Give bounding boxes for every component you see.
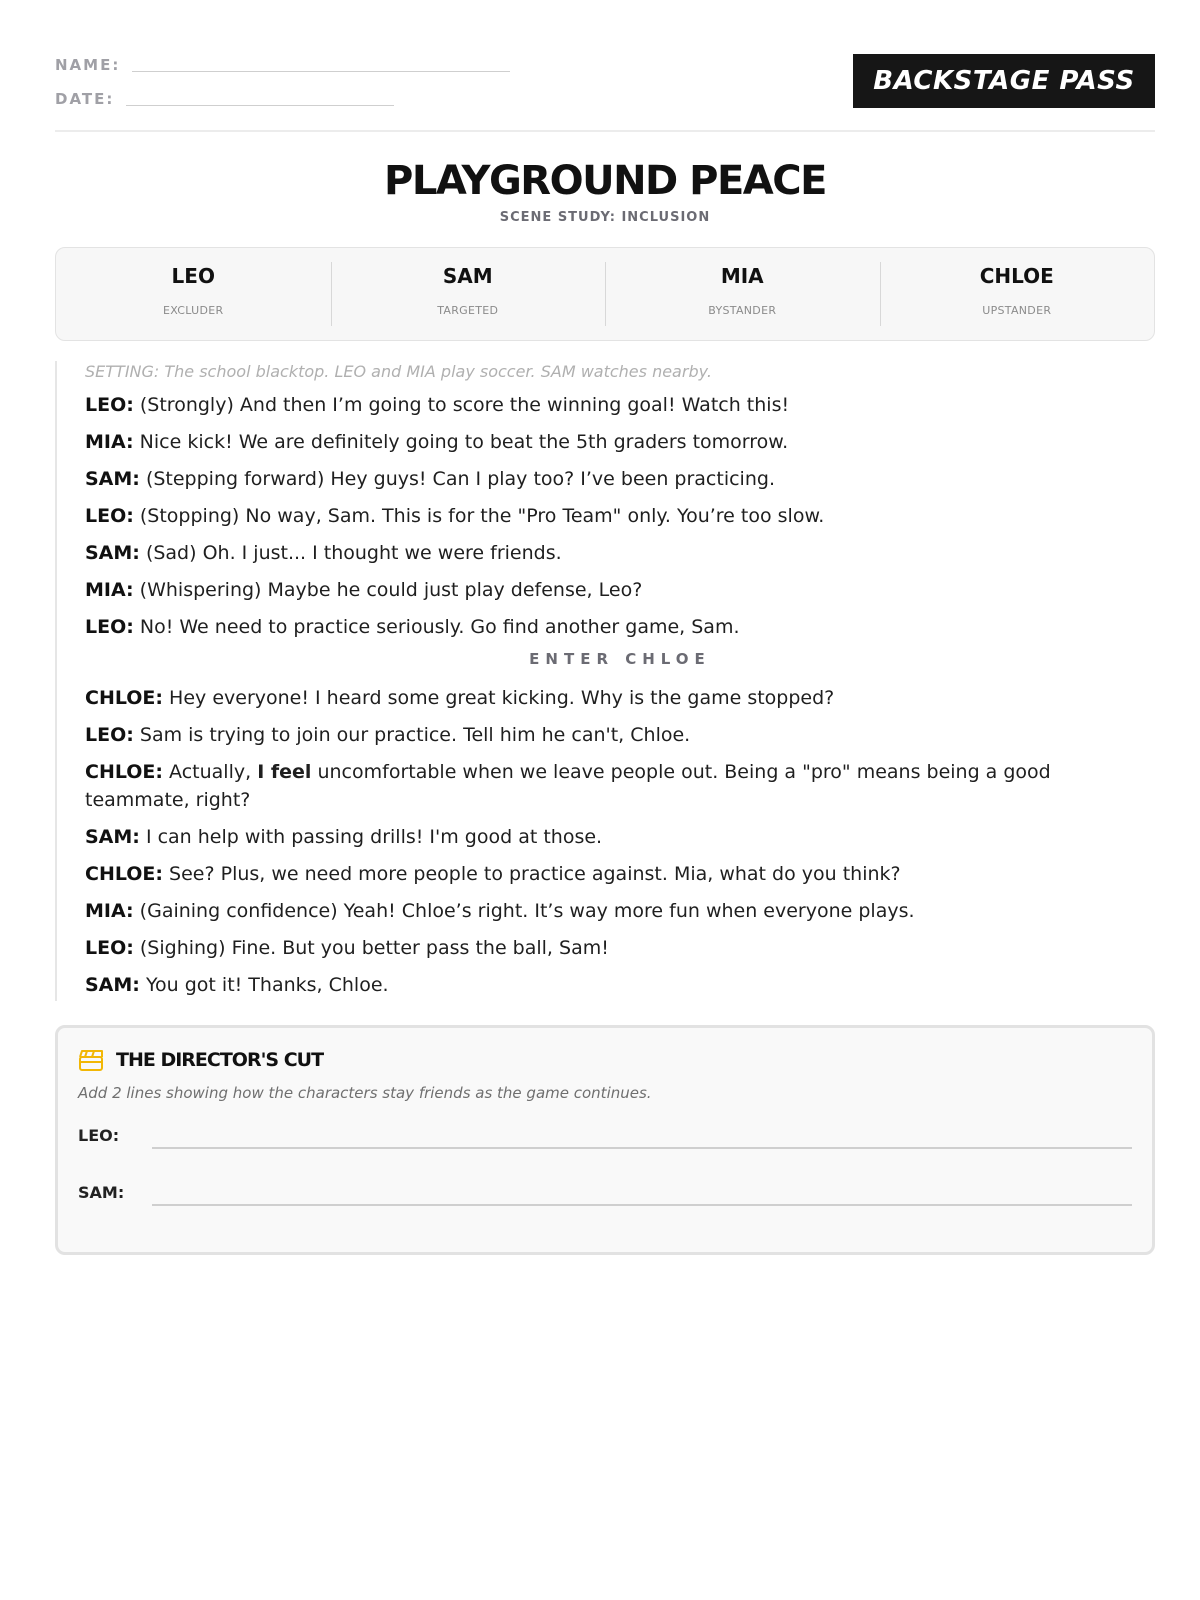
leo-answer-line[interactable]: [152, 1146, 1132, 1149]
leo-answer-row: [78, 1126, 1132, 1145]
directors-cut-box: [55, 1025, 1155, 1255]
name-field: [55, 56, 510, 74]
speaker-name: LEO:: [85, 505, 134, 527]
speaker-name: MIA:: [85, 900, 134, 922]
dialogue-line: [85, 391, 1155, 419]
dialogue-line: [85, 971, 1155, 999]
date-blank-line: [126, 104, 394, 106]
speaker-name: MIA:: [85, 579, 134, 601]
cast-name: LEO: [171, 264, 215, 288]
cast-member-sam: [331, 248, 606, 340]
dialogue-text: You got it! Thanks, Chloe.: [139, 974, 389, 996]
cast-name: MIA: [720, 264, 764, 288]
dialogue-text: See? Plus, we need more people to practice against. Mia, what do you think?: [163, 863, 901, 885]
dialogue-line: [85, 502, 1155, 530]
speaker-name: SAM:: [85, 542, 140, 564]
dialogue-line: [85, 613, 1155, 641]
worksheet-page: [55, 0, 1155, 1255]
i-feel-emphasis: I feel: [257, 761, 312, 783]
dialogue-line: [85, 576, 1155, 604]
dialogue-line: [85, 428, 1155, 456]
cast-member-leo: [56, 248, 331, 340]
speaker-name: LEO:: [85, 937, 134, 959]
directors-cut-instruction: Add 2 lines showing how the characters stay friends as the game continues.: [78, 1084, 652, 1102]
speaker-name: LEO:: [85, 394, 134, 416]
cast-name: SAM: [442, 264, 493, 288]
dialogue-line: [85, 684, 1155, 712]
date-field: [55, 90, 394, 108]
page-title: PLAYGROUND PEACE: [384, 158, 826, 204]
script-dialogue: [55, 361, 1155, 1001]
dialogue-text: Sam is trying to join our practice. Tell him he can't, Chloe.: [133, 724, 691, 746]
speaker-name: SAM:: [85, 974, 140, 996]
directors-cut-header: [78, 1048, 1132, 1072]
scene-setting: SETTING: The school blacktop. LEO and MIA play soccer. SAM watches nearby.: [85, 362, 712, 381]
backstage-pass-badge: BACKSTAGE PASS: [853, 54, 1155, 108]
dialogue-text: Actually,: [163, 761, 258, 783]
dialogue-line: [85, 897, 1155, 925]
dialogue-line: [85, 465, 1155, 493]
cast-role: EXCLUDER: [163, 304, 224, 317]
cast-name: CHLOE: [979, 264, 1054, 288]
dialogue-text: Hey everyone! I heard some great kicking. Why is the game stopped?: [163, 687, 835, 709]
dialogue-line: [85, 539, 1155, 567]
dialogue-text: No! We need to practice seriously. Go find another game, Sam.: [133, 616, 740, 638]
dialogue-line: [85, 721, 1155, 749]
sam-answer-row: [78, 1183, 1132, 1202]
dialogue-text: (Sighing) Fine. But you better pass the ball, Sam!: [133, 937, 609, 959]
speaker-name: CHLOE:: [85, 687, 164, 709]
cast-member-mia: [605, 248, 880, 340]
speaker-name: CHLOE:: [85, 761, 164, 783]
dialogue-text: I can help with passing drills! I'm good at those.: [139, 826, 603, 848]
cast-role: UPSTANDER: [982, 304, 1052, 317]
speaker-name: CHLOE:: [85, 863, 164, 885]
worksheet-header: [55, 0, 1155, 132]
dialogue-line: [85, 823, 1155, 851]
name-label: NAME:: [55, 56, 121, 74]
stage-direction-enter: ENTER CHLOE: [529, 650, 711, 668]
dialogue-text: (Sad) Oh. I just... I thought we were friends.: [139, 542, 562, 564]
speaker-name: SAM:: [85, 468, 140, 490]
dialogue-text: (Strongly) And then I’m going to score the winning goal! Watch this!: [133, 394, 790, 416]
cast-role: BYSTANDER: [708, 304, 777, 317]
cast-member-chloe: [880, 248, 1155, 340]
dialogue-text: (Whispering) Maybe he could just play defense, Leo?: [133, 579, 643, 601]
leo-answer-label: LEO:: [78, 1126, 120, 1145]
dialogue-line: [85, 860, 1155, 888]
date-label: DATE:: [55, 90, 115, 108]
dialogue-line: [85, 934, 1155, 962]
name-blank-line: [132, 70, 510, 72]
cast-list: [55, 247, 1155, 341]
cast-role: TARGETED: [437, 304, 499, 317]
dialogue-text: uncomfortable when we leave people out. Being a "pro" means being a good teammate, right?: [85, 761, 1051, 811]
dialogue-line-emphasis: [85, 758, 1155, 814]
page-subtitle: SCENE STUDY: INCLUSION: [499, 210, 711, 225]
sam-answer-line[interactable]: [152, 1203, 1132, 1206]
clapperboard-icon: [78, 1048, 104, 1072]
dialogue-text: (Gaining confidence) Yeah! Chloe’s right. It’s way more fun when everyone plays.: [133, 900, 915, 922]
dialogue-text: Nice kick! We are definitely going to beat the 5th graders tomorrow.: [133, 431, 789, 453]
speaker-name: MIA:: [85, 431, 134, 453]
directors-cut-title: THE DIRECTOR'S CUT: [116, 1049, 324, 1071]
dialogue-text: (Stepping forward) Hey guys! Can I play too? I’ve been practicing.: [139, 468, 775, 490]
sam-answer-label: SAM:: [78, 1183, 125, 1202]
speaker-name: LEO:: [85, 616, 134, 638]
dialogue-text: (Stopping) No way, Sam. This is for the "Pro Team" only. You’re too slow.: [133, 505, 825, 527]
speaker-name: SAM:: [85, 826, 140, 848]
speaker-name: LEO:: [85, 724, 134, 746]
